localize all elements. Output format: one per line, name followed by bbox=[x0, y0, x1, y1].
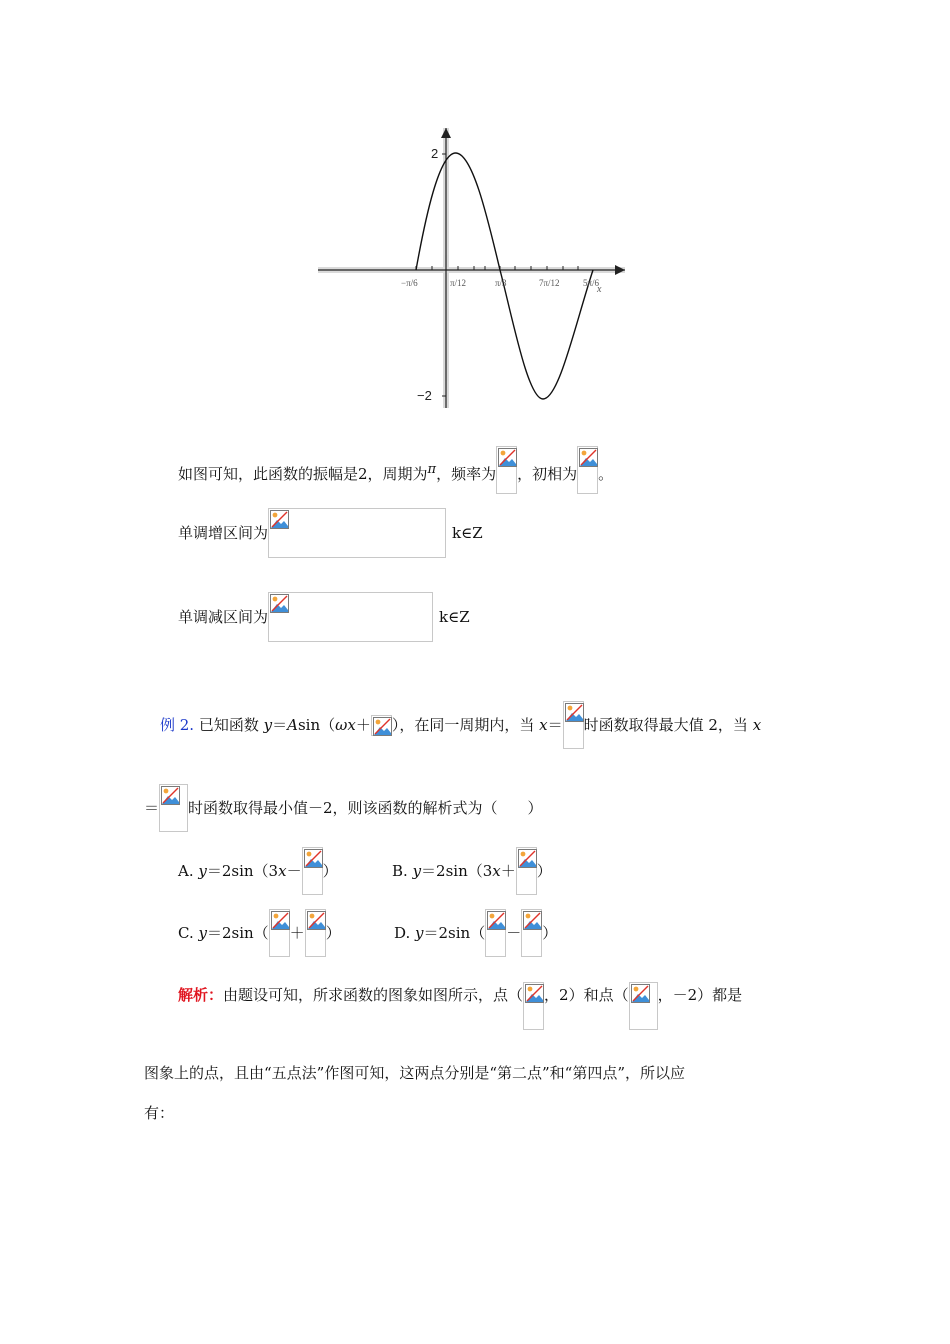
para1-text-b: ，频率为 bbox=[436, 465, 497, 483]
y-tick-neg2: −2 bbox=[417, 388, 432, 403]
option-d-body: ＝2sin（ bbox=[423, 924, 486, 942]
broken-image-icon bbox=[563, 701, 584, 749]
example2-line2 bbox=[144, 798, 543, 832]
option-d-op: － bbox=[506, 924, 522, 942]
example2-t3: 时函数取得最大值 2，当 bbox=[583, 716, 753, 734]
option-c bbox=[178, 923, 341, 957]
option-b-op: ＋ bbox=[500, 862, 516, 880]
option-a-close: ） bbox=[322, 862, 338, 880]
para3-suffix: k∈Z bbox=[439, 608, 470, 626]
example2-label: 例 2. bbox=[160, 716, 195, 734]
x-arrow-icon bbox=[615, 265, 625, 275]
para2-text: 单调增区间为 bbox=[178, 524, 269, 542]
broken-image-icon bbox=[485, 909, 506, 957]
eq-sign: ＝ bbox=[272, 716, 288, 734]
option-b-close: ） bbox=[536, 862, 552, 880]
para-increasing bbox=[178, 523, 483, 558]
analysis-line2 bbox=[144, 1063, 685, 1083]
broken-image-icon bbox=[521, 909, 542, 957]
option-c-prefix: C. bbox=[178, 924, 199, 942]
var-y: y bbox=[263, 716, 273, 734]
para1-text-a: 如图可知，此函数的振幅是2，周期为 bbox=[178, 465, 428, 483]
option-d bbox=[394, 923, 557, 957]
analysis-line1 bbox=[178, 985, 742, 1030]
broken-image-icon bbox=[523, 982, 544, 1030]
option-d-prefix: D. bbox=[394, 924, 416, 942]
sine-curve bbox=[416, 153, 593, 399]
option-b-x: x bbox=[492, 862, 501, 880]
broken-image-icon bbox=[496, 446, 517, 494]
option-b-y: y bbox=[412, 862, 422, 880]
analysis-line3-text: 有： bbox=[144, 1104, 175, 1122]
plus-sign: ＋ bbox=[355, 716, 371, 734]
x-tick-neg-pi6: −π/6 bbox=[401, 278, 418, 288]
broken-image-icon bbox=[629, 982, 658, 1030]
para1-text-d: 。 bbox=[598, 465, 614, 483]
analysis-t2: ，2）和点（ bbox=[544, 986, 629, 1004]
option-c-y: y bbox=[198, 924, 207, 942]
example2-line1 bbox=[160, 715, 761, 749]
para-amplitude bbox=[178, 460, 613, 494]
para2-suffix: k∈Z bbox=[452, 524, 483, 542]
broken-image-icon bbox=[302, 847, 323, 895]
option-b-prefix: B. bbox=[392, 862, 413, 880]
para-decreasing bbox=[178, 607, 470, 642]
para1-text-c: ，初相为 bbox=[517, 465, 578, 483]
option-c-body: ＝2sin（ bbox=[206, 924, 269, 942]
analysis-line3 bbox=[144, 1103, 174, 1123]
option-c-op: ＋ bbox=[289, 924, 305, 942]
broken-image-icon bbox=[269, 909, 290, 957]
option-a-op: － bbox=[286, 862, 302, 880]
x-tick-7pi12: 7π/12 bbox=[539, 278, 560, 288]
x-tick-pi12: π/12 bbox=[450, 278, 467, 288]
broken-image-icon bbox=[305, 909, 326, 957]
option-a-prefix: A. bbox=[178, 862, 199, 880]
example2-t2: ），在同一周期内，当 bbox=[391, 716, 540, 734]
option-a-y: y bbox=[198, 862, 207, 880]
option-b bbox=[392, 861, 552, 895]
x-axis-letter: x bbox=[597, 284, 602, 295]
option-c-close: ） bbox=[325, 924, 341, 942]
broken-image-icon bbox=[516, 847, 537, 895]
pi-symbol: π bbox=[427, 462, 437, 477]
broken-image-icon bbox=[371, 715, 392, 736]
option-a bbox=[178, 861, 338, 895]
var-x: x bbox=[539, 716, 548, 734]
example2-t1: 已知函数 bbox=[194, 716, 264, 734]
analysis-line2-text: 图象上的点，且由“五点法”作图可知，这两点分别是“第二点”和“第四点”，所以应 bbox=[144, 1064, 686, 1082]
analysis-t3: ，－2）都是 bbox=[657, 986, 743, 1004]
broken-image-icon bbox=[268, 508, 446, 558]
broken-image-icon bbox=[268, 592, 433, 642]
omega-x: ωx bbox=[335, 716, 356, 734]
example2-line2-b: 时函数取得最小值－2，则该函数的解析式为（ ） bbox=[188, 799, 543, 817]
option-a-body: ＝2sin（3 bbox=[206, 862, 279, 880]
x-tick-5pi6: 5π/6 bbox=[583, 278, 600, 288]
analysis-t1: 由题设可知，所求函数的图象如图所示，点（ bbox=[223, 986, 524, 1004]
sine-graph bbox=[313, 120, 633, 410]
sin-text: sin（ bbox=[297, 716, 336, 734]
var-A: A bbox=[287, 716, 298, 734]
analysis-label: 解析： bbox=[178, 986, 224, 1004]
example2-line2-a: ＝ bbox=[144, 799, 160, 817]
y-tick-2: 2 bbox=[431, 146, 439, 161]
broken-image-icon bbox=[577, 446, 598, 494]
option-d-y: y bbox=[415, 924, 424, 942]
y-arrow-icon bbox=[441, 128, 451, 138]
x-tick-pi3: π/3 bbox=[495, 278, 507, 288]
option-d-close: ） bbox=[542, 924, 558, 942]
option-a-x: x bbox=[278, 862, 287, 880]
var-x-2: x bbox=[752, 716, 762, 734]
para3-text: 单调减区间为 bbox=[178, 608, 269, 626]
broken-image-icon bbox=[159, 784, 188, 832]
option-b-body: ＝2sin（3 bbox=[421, 862, 493, 880]
eq-sign-2: ＝ bbox=[547, 716, 563, 734]
